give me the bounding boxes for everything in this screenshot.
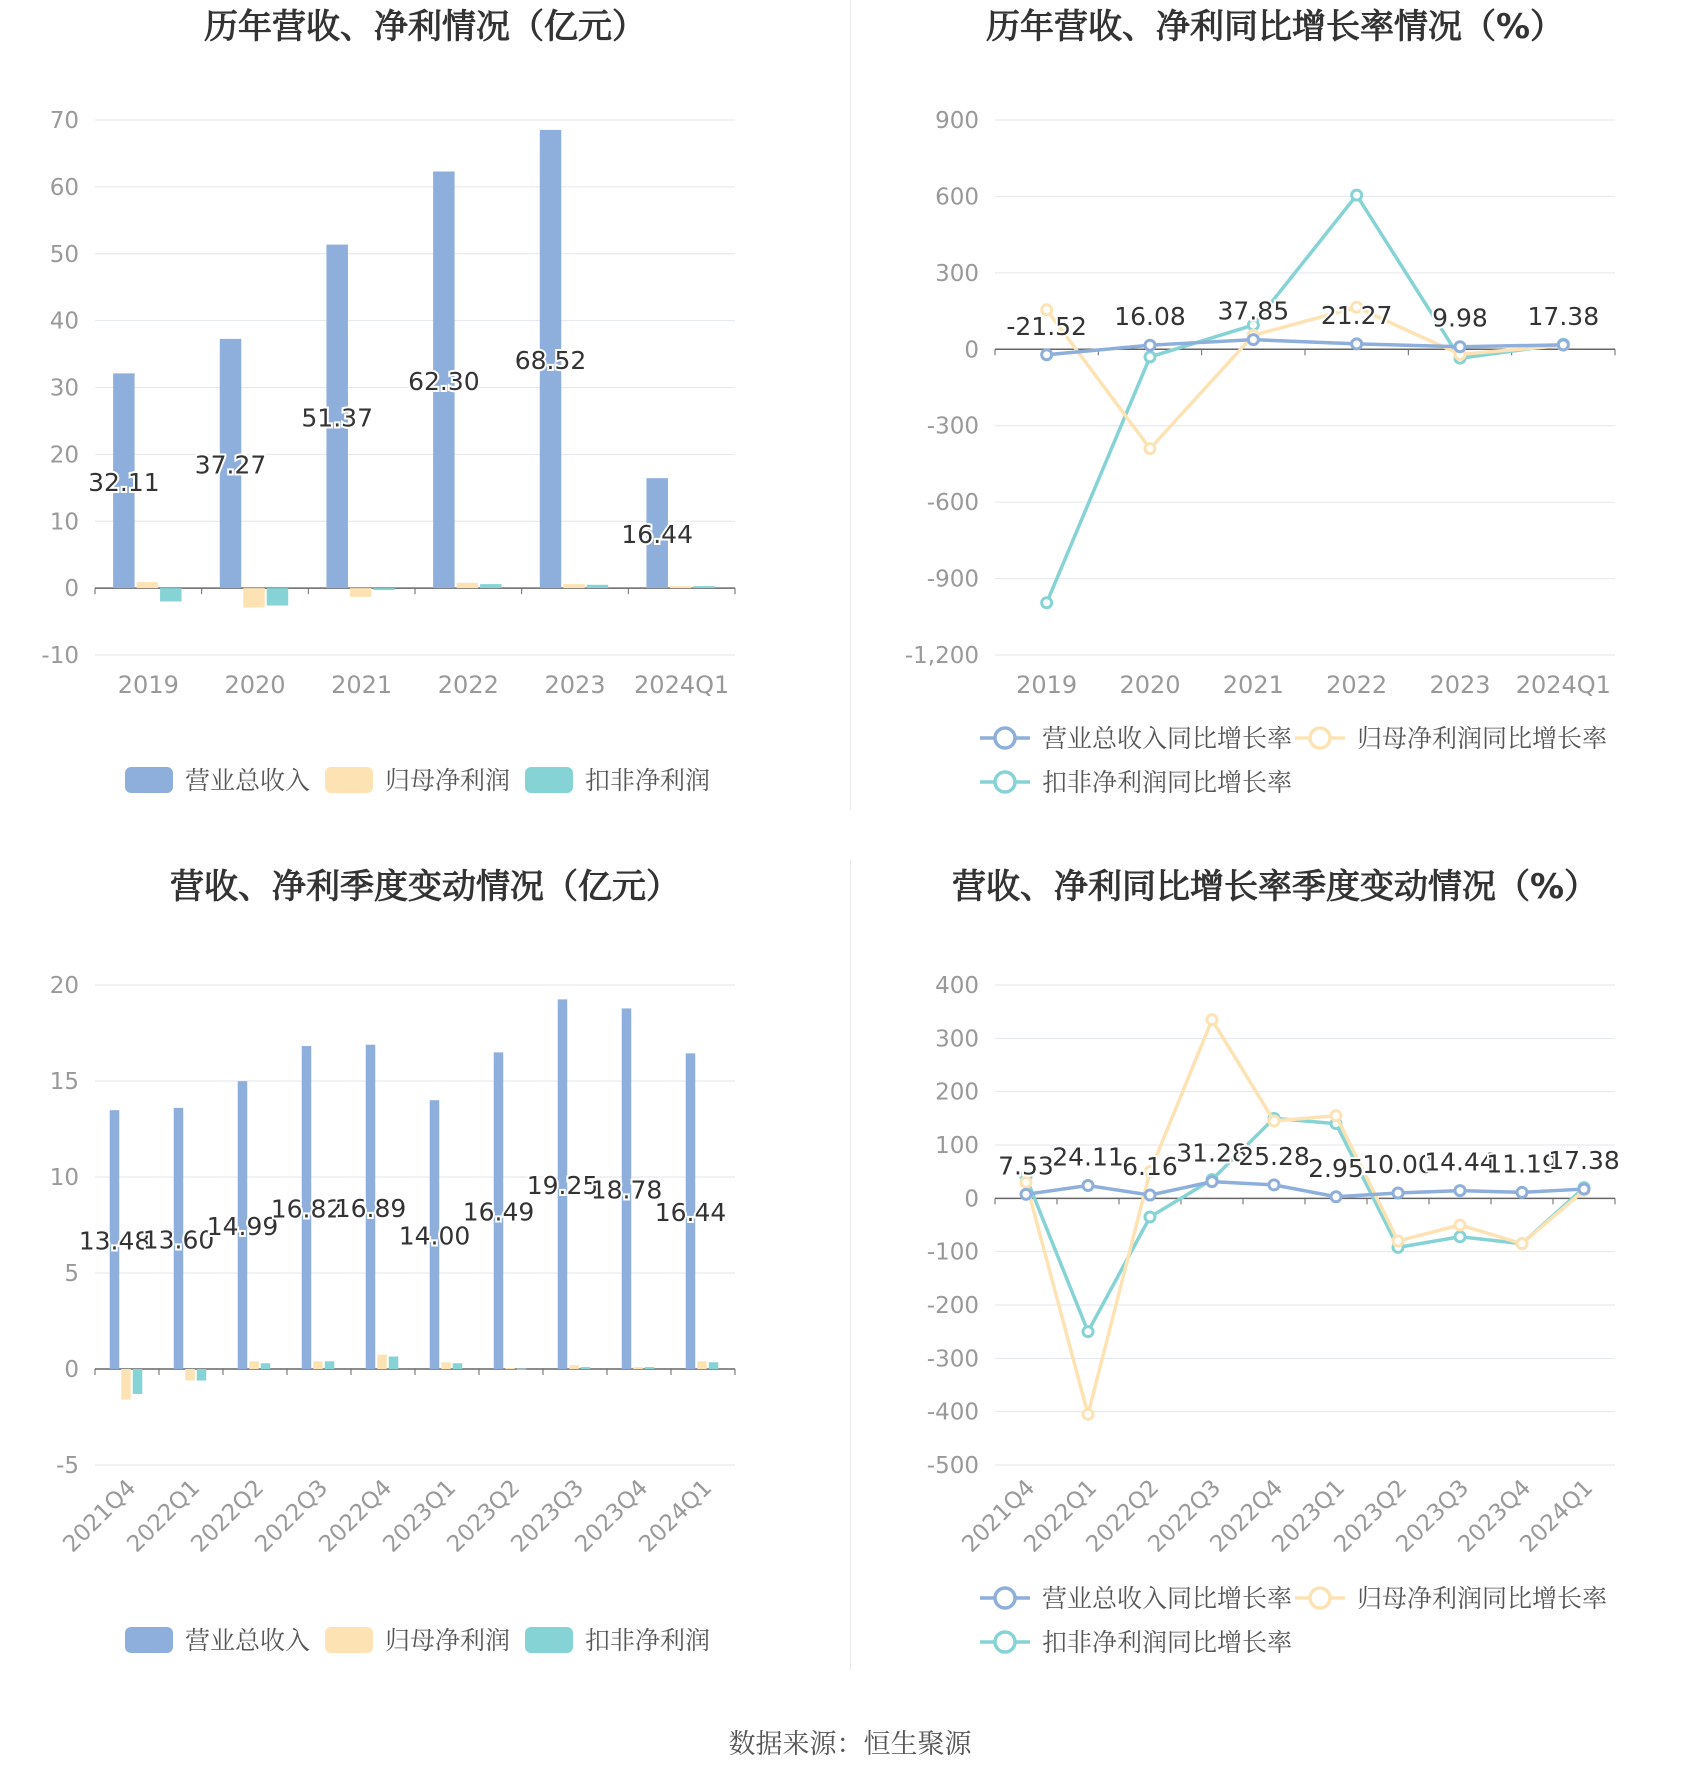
data-point xyxy=(1269,1116,1279,1126)
y-tick-label: 0 xyxy=(64,576,79,603)
y-tick-label: 50 xyxy=(49,241,79,268)
bar-deducted-profit xyxy=(709,1362,719,1369)
legend-label: 扣非净利润同比增长率 xyxy=(1042,1628,1293,1657)
x-tick-label: 2022Q4 xyxy=(314,1474,398,1558)
y-tick-label: -200 xyxy=(926,1293,979,1319)
line-value-label: 9.98 xyxy=(1432,303,1488,333)
annual-growth-rate-chart xyxy=(850,0,1700,820)
legend-label: 归母净利润同比增长率 xyxy=(1357,1584,1608,1613)
series-line-deducted-profit-growth xyxy=(1047,195,1564,603)
bar-net-profit xyxy=(697,1361,707,1369)
data-point xyxy=(1558,340,1568,350)
chart-title: 营收、净利季度变动情况（亿元） xyxy=(170,867,680,907)
bar-net-profit xyxy=(137,582,158,588)
x-tick-label: 2019 xyxy=(1016,671,1078,699)
bar-net-profit xyxy=(350,588,371,597)
data-point xyxy=(1455,1186,1465,1196)
bar-deducted-profit xyxy=(261,1363,271,1369)
data-point xyxy=(1517,1239,1527,1249)
data-point xyxy=(1083,1409,1093,1419)
y-tick-label: -10 xyxy=(41,643,79,669)
y-tick-label: 300 xyxy=(935,1026,979,1053)
legend-label: 营业总收入同比增长率 xyxy=(1042,1584,1293,1613)
legend-marker xyxy=(1310,728,1330,748)
y-tick-label: 300 xyxy=(935,260,979,287)
bar-net-profit xyxy=(243,588,264,607)
bar-deducted-profit xyxy=(160,588,181,601)
y-tick-label: 60 xyxy=(49,174,79,201)
legend-marker xyxy=(995,1632,1015,1652)
bar-deducted-profit xyxy=(325,1361,335,1369)
x-tick-label: 2023Q4 xyxy=(570,1474,654,1558)
bar-net-profit xyxy=(121,1369,131,1400)
y-tick-label: 600 xyxy=(935,184,979,211)
data-point xyxy=(1455,1220,1465,1230)
bar-value-label: 16.49 xyxy=(462,1197,535,1227)
legend-swatch xyxy=(325,1627,373,1653)
x-tick-label: 2019 xyxy=(117,671,179,699)
data-point xyxy=(1517,1187,1527,1197)
x-tick-label: 2020 xyxy=(1119,671,1181,699)
bar-net-profit xyxy=(185,1369,195,1381)
quarterly-revenue-profit-chart xyxy=(0,860,850,1680)
data-point xyxy=(1145,444,1155,454)
legend-label: 扣非净利润 xyxy=(585,1626,711,1655)
series-line-net-profit-growth xyxy=(1026,1020,1584,1415)
bar-value-label: 14.99 xyxy=(206,1212,279,1242)
bar-value-label: 18.78 xyxy=(590,1175,663,1205)
annual-revenue-profit-chart xyxy=(0,0,850,820)
x-tick-label: 2022Q2 xyxy=(1081,1474,1165,1558)
y-tick-label: 0 xyxy=(64,1357,79,1383)
bar-value-label: 37.27 xyxy=(194,450,267,480)
y-tick-label: 0 xyxy=(964,337,979,364)
line-value-label: 10.00 xyxy=(1362,1150,1434,1179)
bar-value-label: 32.11 xyxy=(88,467,160,497)
data-point xyxy=(1145,352,1155,362)
legend-swatch xyxy=(325,767,373,793)
data-point xyxy=(1455,1232,1465,1242)
bar-net-profit xyxy=(563,584,584,588)
x-tick-label: 2024Q1 xyxy=(1515,671,1611,699)
line-value-label: 2.95 xyxy=(1308,1153,1364,1183)
y-tick-label: 400 xyxy=(935,973,979,999)
x-tick-label: 2022 xyxy=(437,671,499,699)
y-tick-label: 30 xyxy=(49,375,79,402)
x-tick-label: 2022Q3 xyxy=(1143,1474,1227,1558)
legend-swatch xyxy=(525,1627,573,1653)
legend-swatch xyxy=(125,1627,173,1653)
x-tick-label: 2023Q2 xyxy=(442,1474,526,1558)
data-point xyxy=(1083,1180,1093,1190)
x-tick-label: 2023Q3 xyxy=(506,1474,590,1558)
x-tick-label: 2023Q1 xyxy=(1267,1474,1351,1558)
y-tick-label: 5 xyxy=(64,1261,79,1287)
legend-label: 扣非净利润 xyxy=(585,766,711,795)
line-value-label: 31.28 xyxy=(1176,1138,1248,1168)
bar-deducted-profit xyxy=(197,1369,207,1381)
bar-deducted-profit xyxy=(389,1357,399,1369)
bar-value-label: 14.00 xyxy=(398,1221,471,1251)
bar-value-label: 62.30 xyxy=(408,366,480,396)
data-point xyxy=(1352,190,1362,200)
line-value-label: 6.16 xyxy=(1122,1152,1178,1182)
line-value-label: 11.19 xyxy=(1486,1149,1558,1179)
quarterly-growth-rate-chart xyxy=(850,860,1700,1680)
line-value-label: 17.38 xyxy=(1527,301,1600,331)
legend-label: 营业总收入 xyxy=(185,766,311,795)
legend-label: 归母净利润同比增长率 xyxy=(1357,724,1608,753)
data-point xyxy=(1352,339,1362,349)
x-tick-label: 2023Q1 xyxy=(378,1474,462,1558)
y-tick-label: -300 xyxy=(926,413,979,440)
data-point xyxy=(1207,1015,1217,1025)
data-point xyxy=(1083,1327,1093,1337)
y-tick-label: 15 xyxy=(49,1069,79,1095)
bar-value-label: 13.60 xyxy=(142,1225,215,1255)
data-point xyxy=(1393,1188,1403,1198)
y-tick-label: -100 xyxy=(926,1239,979,1266)
chart-title: 营收、净利同比增长率季度变动情况（%） xyxy=(951,867,1599,907)
y-tick-label: 70 xyxy=(49,108,79,134)
bar-value-label: 68.52 xyxy=(514,346,587,376)
y-tick-label: 200 xyxy=(935,1079,979,1106)
data-point xyxy=(1145,1190,1155,1200)
bar-value-label: 19.25 xyxy=(526,1171,599,1201)
y-tick-label: -500 xyxy=(926,1453,979,1479)
bar-net-profit xyxy=(249,1361,259,1369)
x-tick-label: 2023Q4 xyxy=(1453,1474,1537,1558)
data-point xyxy=(1145,340,1155,350)
bar-net-profit xyxy=(441,1362,451,1369)
data-point xyxy=(1331,1192,1341,1202)
y-tick-label: -900 xyxy=(926,566,979,593)
data-point xyxy=(1042,350,1052,360)
annual-growth-rate-svg xyxy=(850,0,1700,820)
bar-deducted-profit xyxy=(453,1363,463,1369)
bar-net-profit xyxy=(505,1368,515,1369)
data-point xyxy=(1021,1189,1031,1199)
quarterly-revenue-profit-svg xyxy=(0,860,850,1680)
x-tick-label: 2022Q2 xyxy=(186,1474,270,1558)
data-point xyxy=(1207,1177,1217,1187)
bar-net-profit xyxy=(377,1355,387,1369)
y-tick-label: -1,200 xyxy=(904,643,979,669)
legend-marker xyxy=(995,1588,1015,1608)
legend-marker xyxy=(995,728,1015,748)
x-tick-label: 2024Q1 xyxy=(634,671,730,699)
x-tick-label: 2022Q4 xyxy=(1205,1474,1289,1558)
y-tick-label: 10 xyxy=(49,1165,79,1191)
legend-label: 归母净利润 xyxy=(385,1626,511,1655)
x-tick-label: 2023 xyxy=(544,671,606,699)
x-tick-label: 2022Q3 xyxy=(250,1474,334,1558)
x-tick-label: 2023Q3 xyxy=(1391,1474,1475,1558)
line-value-label: 7.53 xyxy=(998,1151,1054,1181)
chart-title: 历年营收、净利情况（亿元） xyxy=(204,7,646,47)
bar-deducted-profit xyxy=(133,1369,143,1394)
line-value-label: -21.52 xyxy=(1006,311,1087,341)
x-tick-label: 2021 xyxy=(1222,671,1284,699)
x-tick-label: 2021 xyxy=(331,671,393,699)
data-point xyxy=(1042,598,1052,608)
x-tick-label: 2021Q4 xyxy=(957,1474,1041,1558)
legend-marker xyxy=(995,772,1015,792)
bar-net-profit xyxy=(633,1367,643,1369)
y-tick-label: 40 xyxy=(49,308,79,335)
data-point xyxy=(1248,335,1258,345)
legend-label: 扣非净利润同比增长率 xyxy=(1042,768,1293,797)
line-value-label: 24.11 xyxy=(1052,1142,1124,1172)
bar-net-profit xyxy=(313,1361,323,1369)
bar-deducted-profit xyxy=(645,1367,655,1369)
series-line-revenue-growth xyxy=(1026,1182,1584,1197)
bar-value-label: 16.44 xyxy=(654,1198,727,1228)
legend-swatch xyxy=(125,767,173,793)
x-tick-label: 2020 xyxy=(224,671,286,699)
y-tick-label: -300 xyxy=(926,1346,979,1373)
x-tick-label: 2022Q1 xyxy=(1019,1474,1103,1558)
bar-deducted-profit xyxy=(373,588,394,590)
bar-value-label: 51.37 xyxy=(301,403,373,433)
y-tick-label: -5 xyxy=(56,1453,79,1479)
line-value-label: 14.44 xyxy=(1424,1147,1496,1177)
bar-deducted-profit xyxy=(693,586,714,588)
data-point xyxy=(1269,1180,1279,1190)
data-point xyxy=(1579,1184,1589,1194)
bar-net-profit xyxy=(569,1365,579,1369)
line-value-label: 16.08 xyxy=(1114,302,1186,332)
vertical-divider-top xyxy=(850,0,851,810)
vertical-divider-bottom xyxy=(850,860,851,1670)
legend-marker xyxy=(1310,1588,1330,1608)
bar-deducted-profit xyxy=(480,584,501,588)
line-value-label: 25.28 xyxy=(1238,1141,1310,1171)
y-tick-label: 900 xyxy=(935,108,979,134)
legend-label: 营业总收入同比增长率 xyxy=(1042,724,1293,753)
y-tick-label: 20 xyxy=(49,973,79,999)
bar-value-label: 16.44 xyxy=(621,520,693,550)
x-tick-label: 2022 xyxy=(1326,671,1388,699)
line-value-label: 21.27 xyxy=(1320,300,1393,330)
x-tick-label: 2023 xyxy=(1429,671,1491,699)
data-point xyxy=(1393,1236,1403,1246)
y-tick-label: 100 xyxy=(935,1133,979,1159)
y-tick-label: 0 xyxy=(964,1186,979,1213)
bar-deducted-profit xyxy=(267,588,288,605)
bar-value-label: 16.82 xyxy=(270,1194,343,1224)
quarterly-growth-rate-svg xyxy=(850,860,1700,1680)
y-tick-label: 20 xyxy=(49,442,79,469)
data-point xyxy=(1145,1212,1155,1222)
bar-value-label: 16.89 xyxy=(334,1193,407,1223)
chart-title: 历年营收、净利同比增长率情况（%） xyxy=(985,7,1565,47)
line-value-label: 37.85 xyxy=(1217,296,1290,326)
line-value-label: 17.38 xyxy=(1548,1146,1620,1176)
bar-value-label: 13.48 xyxy=(78,1226,151,1256)
bar-net-profit xyxy=(670,586,691,588)
y-tick-label: -400 xyxy=(926,1399,979,1426)
y-tick-label: -600 xyxy=(926,490,979,517)
bar-deducted-profit xyxy=(517,1369,527,1370)
bar-net-profit xyxy=(457,583,478,588)
x-tick-label: 2021Q4 xyxy=(58,1474,142,1558)
data-point xyxy=(1455,342,1465,352)
x-tick-label: 2023Q2 xyxy=(1329,1474,1413,1558)
y-tick-label: 10 xyxy=(49,509,79,536)
legend-swatch xyxy=(525,767,573,793)
x-tick-label: 2024Q1 xyxy=(634,1474,718,1558)
x-tick-label: 2022Q1 xyxy=(122,1474,206,1558)
data-source-note: 数据来源：恒生聚源 xyxy=(728,1729,972,1760)
bar-deducted-profit xyxy=(587,585,608,588)
legend-label: 营业总收入 xyxy=(185,1626,311,1655)
x-tick-label: 2024Q1 xyxy=(1515,1474,1599,1558)
data-point xyxy=(1331,1111,1341,1121)
bar-deducted-profit xyxy=(581,1367,591,1369)
legend-label: 归母净利润 xyxy=(385,766,511,795)
annual-revenue-profit-svg xyxy=(0,0,850,820)
